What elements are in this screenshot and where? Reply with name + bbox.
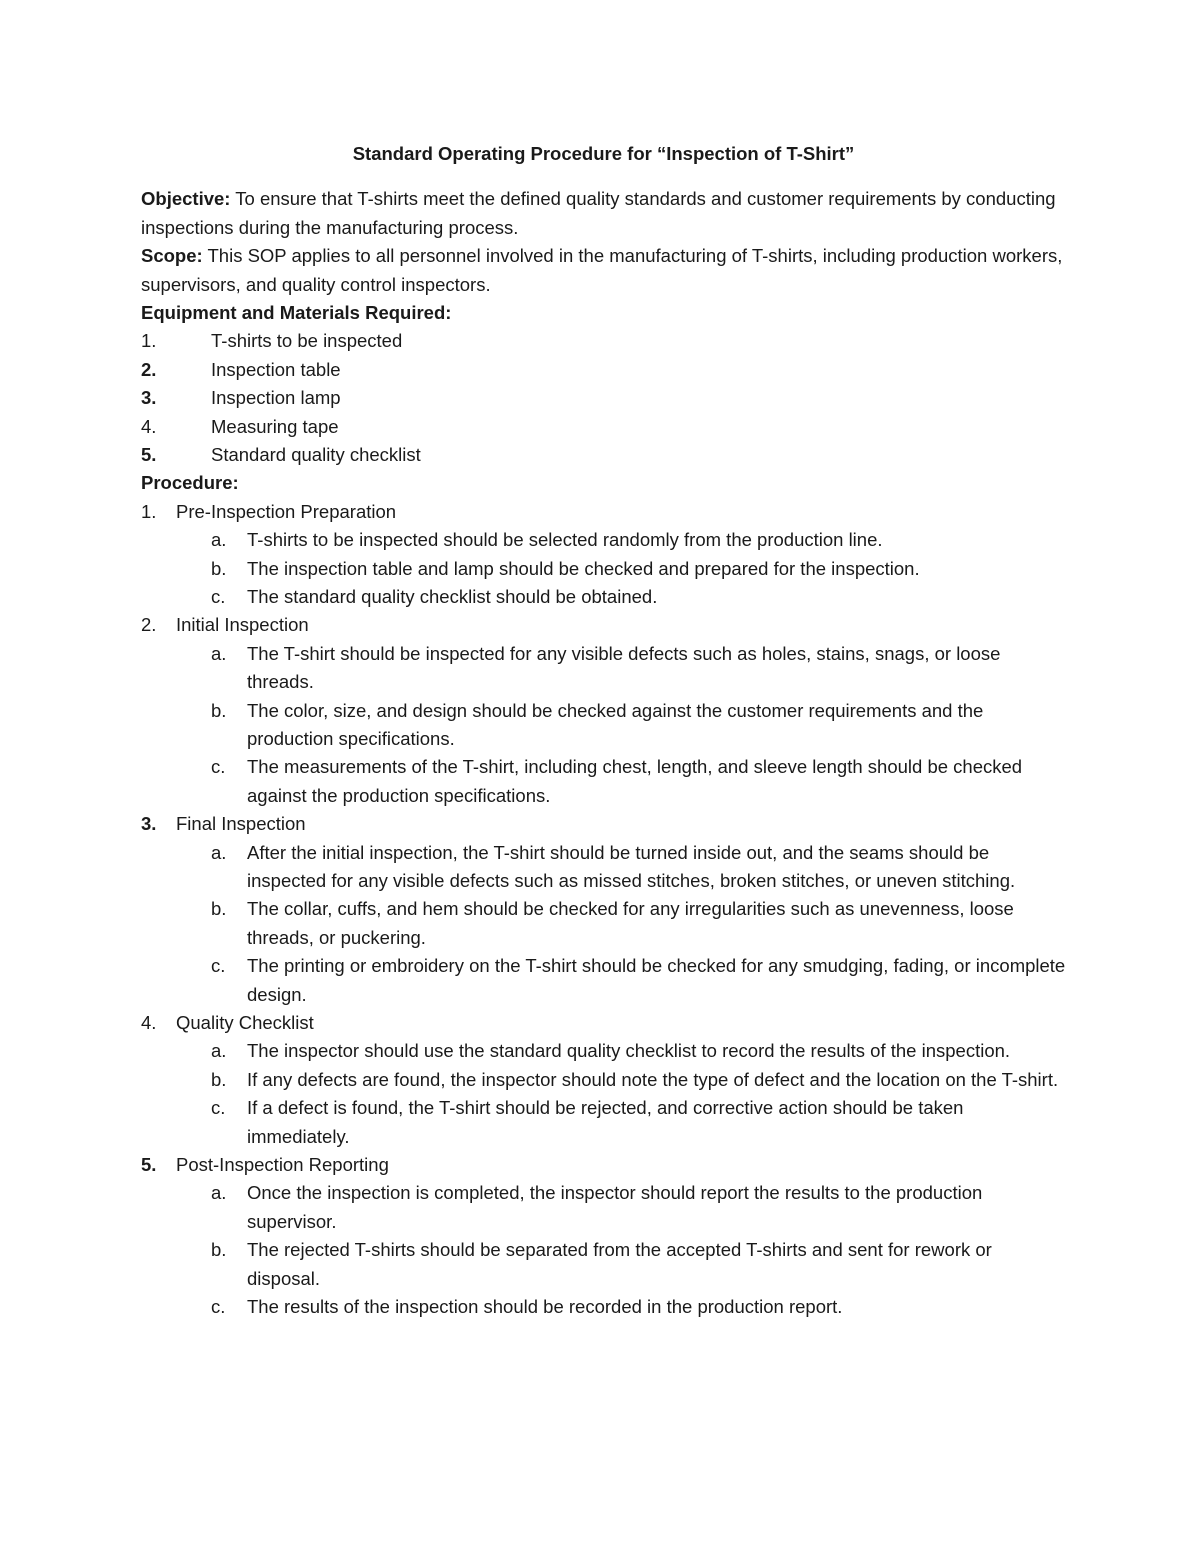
equipment-item-text: Inspection lamp xyxy=(211,387,341,409)
procedure-substep xyxy=(141,526,1066,554)
procedure-substep xyxy=(141,1236,1066,1293)
procedure-substep xyxy=(141,583,1066,611)
procedure-step xyxy=(141,611,1066,810)
procedure-step-header xyxy=(141,611,1066,639)
objective-text: To ensure that T-shirts meet the defined quality standards and customer requirements by conducting inspections during the manufacturing process. xyxy=(141,188,1056,238)
substep-letter: c. xyxy=(211,955,226,977)
procedure-substep xyxy=(141,1179,1066,1236)
procedure-step xyxy=(141,1151,1066,1321)
substep-letter: b. xyxy=(211,898,227,920)
procedure-substep xyxy=(141,1293,1066,1321)
substep-text: The rejected T-shirts should be separated from the accepted T-shirts and sent for rework or disposal. xyxy=(247,1239,992,1289)
substep-letter: b. xyxy=(211,699,227,721)
procedure-substep xyxy=(141,839,1066,896)
substep-letter: a. xyxy=(211,1182,227,1204)
procedure-substep xyxy=(141,1094,1066,1151)
procedure-step-header xyxy=(141,1009,1066,1037)
substep-letter: c. xyxy=(211,1296,226,1318)
procedure-step-title: Initial Inspection xyxy=(176,614,309,636)
equipment-item-number: 2. xyxy=(141,358,157,380)
procedure-step-header xyxy=(141,498,1066,526)
substep-text: The standard quality checklist should be obtained. xyxy=(247,585,658,607)
procedure-step xyxy=(141,498,1066,612)
procedure-heading: Procedure: xyxy=(141,472,239,494)
procedure-substep xyxy=(141,1066,1066,1094)
equipment-item xyxy=(141,327,1066,355)
substep-letter: b. xyxy=(211,1239,227,1261)
substep-letter: c. xyxy=(211,585,226,607)
procedure-step-title: Quality Checklist xyxy=(176,1012,314,1034)
equipment-item-number: 4. xyxy=(141,415,157,437)
substep-letter: b. xyxy=(211,1068,227,1090)
equipment-item-text: Inspection table xyxy=(211,358,341,380)
equipment-heading: Equipment and Materials Required: xyxy=(141,302,452,324)
substep-letter: c. xyxy=(211,756,226,778)
substep-text: After the initial inspection, the T-shirt should be turned inside out, and the seams should be inspected for any visible defects such as missed stitches, broken stitches, or uneven stitching. xyxy=(247,841,1016,892)
objective-label: Objective: xyxy=(141,188,231,210)
procedure-substep xyxy=(141,697,1066,754)
substep-text: The results of the inspection should be recorded in the production report. xyxy=(247,1296,843,1318)
scope-paragraph xyxy=(141,242,1066,299)
substep-text: The inspection table and lamp should be checked and prepared for the inspection. xyxy=(247,557,920,579)
substep-text: If a defect is found, the T-shirt should be rejected, and corrective action should be taken immediately. xyxy=(247,1097,964,1147)
equipment-list xyxy=(141,327,1066,469)
procedure-substep xyxy=(141,753,1066,810)
document-page xyxy=(141,140,1066,1321)
substep-letter: a. xyxy=(211,642,227,664)
procedure-step xyxy=(141,1009,1066,1151)
procedure-step-number: 3. xyxy=(141,813,157,835)
procedure-substep xyxy=(141,640,1066,697)
equipment-item-text: T-shirts to be inspected xyxy=(211,330,403,352)
procedure-step-number: 5. xyxy=(141,1154,157,1176)
equipment-item-number: 5. xyxy=(141,443,157,465)
equipment-item xyxy=(141,356,1066,384)
substep-letter: b. xyxy=(211,557,227,579)
substep-text: The printing or embroidery on the T-shirt should be checked for any smudging, fading, or incomplete design. xyxy=(247,955,1066,1005)
equipment-item-number: 1. xyxy=(141,330,157,352)
substep-text: The measurements of the T-shirt, including chest, length, and sleeve length should be checked against the production specifications. xyxy=(247,756,1023,806)
procedure-step-title: Final Inspection xyxy=(176,813,306,835)
procedure-step-number: 2. xyxy=(141,614,157,636)
substep-letter: a. xyxy=(211,1040,227,1062)
equipment-item-text: Measuring tape xyxy=(211,415,339,437)
equipment-item-number: 3. xyxy=(141,387,157,409)
procedure-step-title: Pre-Inspection Preparation xyxy=(176,500,397,522)
procedure-substep xyxy=(141,952,1066,1009)
procedure-step-header xyxy=(141,810,1066,838)
document-title: Standard Operating Procedure for “Inspection of T-Shirt” xyxy=(352,143,855,164)
procedure-substep xyxy=(141,1037,1066,1065)
procedure-step-number: 4. xyxy=(141,1012,157,1034)
substep-letter: a. xyxy=(211,529,227,551)
substep-text: T-shirts to be inspected should be selected randomly from the production line. xyxy=(247,529,883,551)
substep-text: The T-shirt should be inspected for any visible defects such as holes, stains, snags, or loose threads. xyxy=(247,642,1001,693)
procedure-substep xyxy=(141,895,1066,952)
procedure-step-header xyxy=(141,1151,1066,1179)
scope-label: Scope: xyxy=(141,245,203,267)
substep-letter: a. xyxy=(211,841,227,863)
substep-text: The inspector should use the standard quality checklist to record the results of the inspection. xyxy=(247,1040,1011,1062)
procedure-substep xyxy=(141,555,1066,583)
equipment-item xyxy=(141,384,1066,412)
procedure-step-title: Post-Inspection Reporting xyxy=(176,1154,389,1176)
substep-text: The collar, cuffs, and hem should be checked for any irregularities such as unevenness, loose threads, or puckering. xyxy=(247,898,1014,948)
equipment-item xyxy=(141,441,1066,469)
substep-letter: c. xyxy=(211,1097,226,1119)
substep-text: If any defects are found, the inspector should note the type of defect and the location on the T-shirt. xyxy=(247,1068,1059,1090)
substep-text: The color, size, and design should be checked against the customer requirements and the production specifications. xyxy=(247,699,984,749)
equipment-item xyxy=(141,413,1066,441)
procedure-step xyxy=(141,810,1066,1009)
equipment-item-text: Standard quality checklist xyxy=(211,443,421,465)
objective-paragraph xyxy=(141,185,1066,242)
procedure-list xyxy=(141,498,1066,1322)
substep-text: Once the inspection is completed, the inspector should report the results to the production supervisor. xyxy=(247,1182,983,1232)
procedure-step-number: 1. xyxy=(141,500,157,522)
scope-text: This SOP applies to all personnel involved in the manufacturing of T-shirts, including production workers, supervisors, and quality control inspectors. xyxy=(141,245,1063,295)
